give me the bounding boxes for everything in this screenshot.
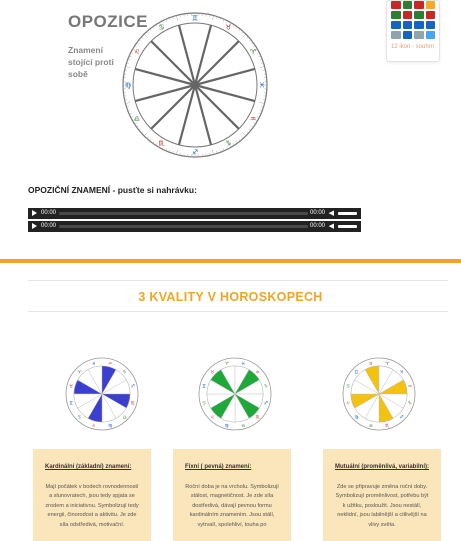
grid-cell: [426, 1, 436, 9]
volume-icon[interactable]: ◀: [328, 223, 334, 230]
grid-cell: [391, 21, 401, 29]
mutable-wheel-icon: [340, 355, 418, 433]
seek-slider[interactable]: [59, 225, 308, 228]
zodiac-symbol-icon: ♋: [158, 23, 165, 32]
grid-cell: [426, 11, 436, 19]
seek-slider[interactable]: [59, 212, 308, 215]
zodiac-symbol-icon: ♎: [241, 423, 246, 429]
summary-thumbnail[interactable]: [386, 0, 440, 62]
zodiac-symbol-icon: ♉: [368, 362, 373, 368]
grid-cell: [403, 21, 413, 29]
zodiac-symbol-icon: ♎: [133, 115, 141, 123]
zodiac-symbol-icon: ♍: [224, 423, 229, 429]
audio-player[interactable]: [28, 221, 361, 232]
zodiac-symbol-icon: ♒: [407, 384, 412, 390]
zodiac-symbol-icon: ♏: [130, 401, 135, 407]
zodiac-symbol-icon: ♓: [258, 81, 266, 90]
zodiac-symbol-icon: ♑: [407, 401, 412, 407]
grid-cell: [403, 11, 413, 19]
zodiac-symbol-icon: ♋: [346, 384, 351, 390]
opposition-zodiac-wheel: [116, 6, 274, 164]
grid-cell: [414, 11, 424, 19]
zodiac-symbol-icon: ♑: [122, 370, 127, 376]
grid-cell: [426, 31, 436, 39]
zodiac-symbol-icon: ♈: [77, 370, 82, 376]
zodiac-symbol-icon: ♒: [108, 362, 113, 368]
zodiac-symbol-icon: ♑: [225, 139, 232, 148]
title-rule-bottom: [28, 311, 448, 312]
cardinal-wheel-icon: [63, 355, 141, 433]
zodiac-symbol-icon: ♌: [91, 423, 96, 429]
volume-slider[interactable]: [338, 225, 357, 228]
zodiac-symbol-icon: ♈: [224, 362, 229, 368]
zodiac-symbol-icon: ♊: [191, 14, 199, 23]
grid-cell: [414, 1, 424, 9]
grid-cell: [403, 1, 413, 9]
zodiac-symbol-icon: ♉: [210, 370, 215, 376]
grid-cell: [414, 21, 424, 29]
card-body: Roční doba je na vrcholu. Symbolizují stálost, magnetičnost. Je zde síla dostředivá, dávají pevnou formu kardinálním znamením. Jsou stálí, vytrvalí, spolehliví, touha po: [185, 484, 279, 528]
zodiac-symbol-icon: ♒: [249, 115, 257, 123]
zodiac-symbol-icon: ♓: [241, 362, 246, 368]
zodiac-symbol-icon: ♐: [191, 148, 199, 157]
grid-cell: [391, 11, 401, 19]
zodiac-symbol-icon: ♍: [108, 423, 113, 429]
zodiac-symbol-icon: ♍: [124, 81, 132, 90]
zodiac-symbol-icon: ♐: [399, 415, 404, 421]
page-title: OPOZICE: [68, 12, 149, 31]
duration-time: 00:00: [309, 223, 325, 229]
volume-icon[interactable]: ◀: [328, 210, 334, 217]
grid-cell: [391, 31, 401, 39]
current-time: 00:00: [41, 210, 57, 216]
zodiac-symbol-icon: ♎: [368, 423, 373, 429]
zodiac-symbol-icon: ♉: [69, 384, 74, 390]
zodiac-symbol-icon: ♓: [91, 362, 96, 368]
quality-card-fixed: [173, 449, 291, 541]
icon-grid-thumbnail: [391, 1, 435, 39]
fixed-wheel-icon: [196, 355, 274, 433]
zodiac-symbol-icon: ♊: [202, 384, 207, 390]
zodiac-symbol-icon: ♉: [225, 23, 232, 32]
grid-cell: [414, 31, 424, 39]
quality-card-mutable: [323, 449, 441, 541]
zodiac-symbol-icon: ♐: [130, 384, 135, 390]
section-title: 3 KVALITY V HOROSKOPECH: [138, 290, 323, 304]
quality-card-cardinal: [33, 449, 151, 541]
page-subtitle: Znamení stojící proti sobě: [68, 45, 114, 79]
zodiac-symbol-icon: ♌: [210, 415, 215, 421]
card-body: Mají počátek v bodech rovnodenností a slunovratech, jsou tedy spjata se zrodem a iniciativou. Symbolizují tedy energii, činorodost a aktivitu. Je zde síla odstředivá, motivační.: [45, 484, 139, 528]
zodiac-symbol-icon: ♊: [69, 401, 74, 407]
zodiac-symbol-icon: ♊: [354, 370, 359, 376]
zodiac-symbol-icon: ♏: [158, 139, 165, 148]
card-body: Zde se připravuje změna roční doby. Symbolizují proměnlivost, potřebu být k užitku, posloužit. Jsou nestálí, neklidní, jsou labilnější a citlivější na vlivy světa.: [335, 484, 429, 528]
zodiac-symbol-icon: ♍: [354, 415, 359, 421]
grid-cell: [391, 1, 401, 9]
thumbnail-caption: 12 ikon - souhrn: [391, 44, 435, 50]
zodiac-symbol-icon: ♋: [77, 415, 82, 421]
play-icon[interactable]: [32, 210, 37, 216]
grid-cell: [426, 21, 436, 29]
zodiac-symbol-icon: ♏: [385, 423, 390, 429]
grid-cell: [403, 31, 413, 39]
play-icon[interactable]: [32, 223, 37, 229]
recording-label: OPOZIČNÍ ZNAMENÍ - pusťte si nahrávku:: [28, 185, 197, 195]
card-heading: Kardinální (základní) znamení:: [45, 464, 132, 470]
section-divider: [0, 259, 461, 263]
volume-slider[interactable]: [338, 212, 357, 215]
audio-player[interactable]: [28, 208, 361, 219]
zodiac-symbol-icon: ♏: [255, 415, 260, 421]
title-rule-top: [28, 280, 448, 281]
zodiac-symbol-icon: ♑: [263, 384, 268, 390]
zodiac-symbol-icon: ♋: [202, 401, 207, 407]
card-heading: Fixní ( pevná) znamení:: [185, 464, 252, 470]
zodiac-symbol-icon: ♈: [249, 48, 257, 56]
zodiac-symbol-icon: ♒: [255, 370, 260, 376]
zodiac-symbol-icon: ♓: [399, 370, 404, 376]
duration-time: 00:00: [309, 210, 325, 216]
zodiac-symbol-icon: ♐: [263, 401, 268, 407]
current-time: 00:00: [41, 223, 57, 229]
zodiac-symbol-icon: ♌: [133, 48, 141, 56]
zodiac-symbol-icon: ♈: [385, 362, 390, 368]
card-heading: Mutuální (proměnlivá, variabilní):: [335, 464, 430, 470]
zodiac-symbol-icon: ♎: [122, 415, 127, 421]
zodiac-symbol-icon: ♌: [346, 401, 351, 407]
